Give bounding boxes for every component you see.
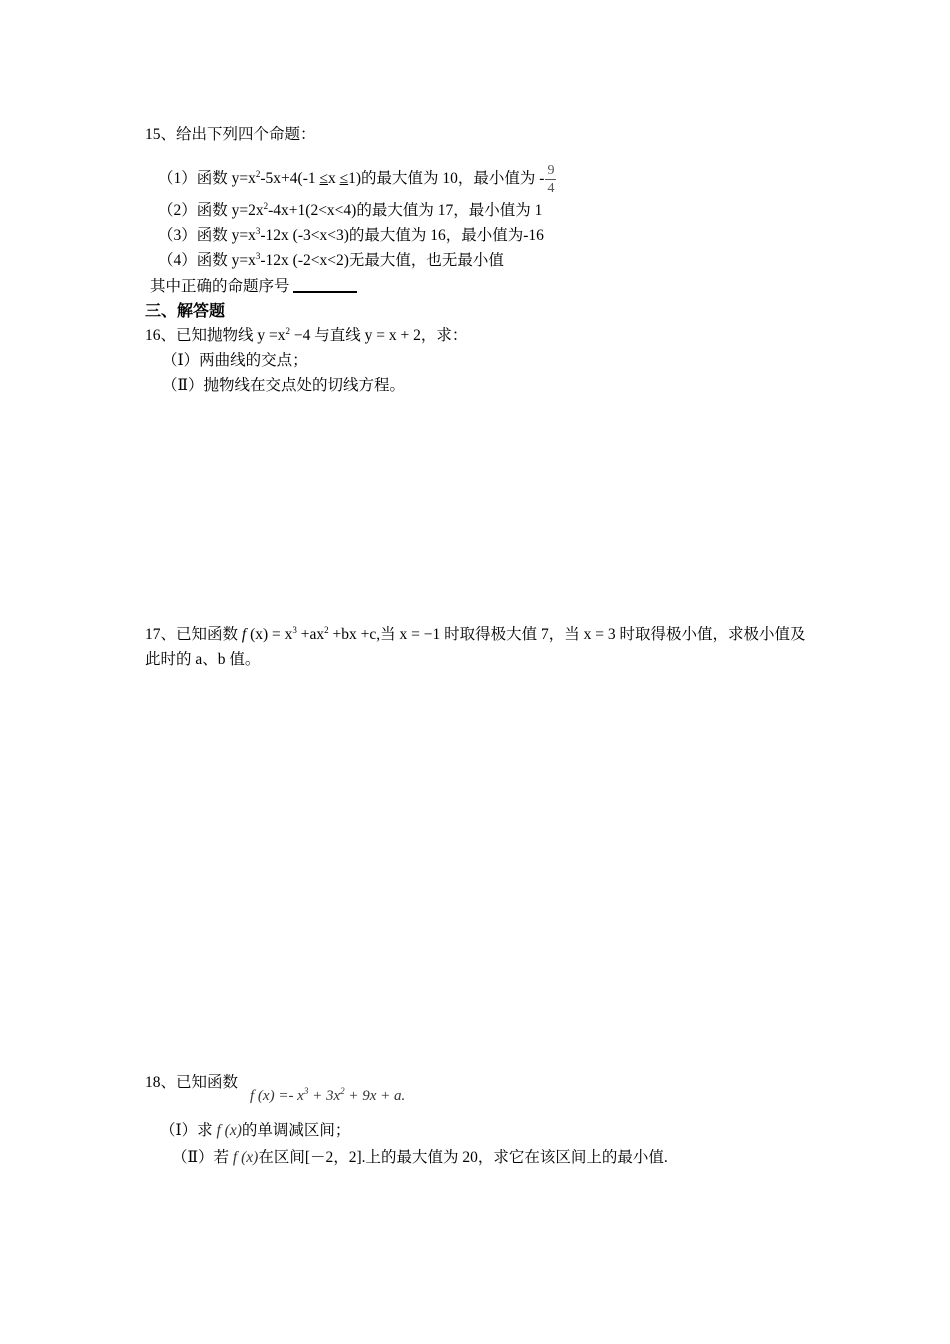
q17-stem-line-2: 此时的 a、b 值。 [145,651,261,668]
section-heading: 三、解答题 [145,301,226,320]
q16-part-2: （Ⅱ）抛物线在交点处的切线方程。 [162,377,406,394]
q18-part-2: （Ⅱ）若 f (x)在区间[－2，2].上的最大值为 20，求它在该区间上的最小值. [172,1149,668,1166]
q17-stem-line-1: 17、已知函数 f $(x) = x^3 +ax^2 +bx +c$,当 x = −1 时取得极大值 7，当 x = 3 时取得极小值，求极小值及 [145,625,806,643]
q15-item-4: （4）函数 $y=x^3-12x$ (-2<x<2)无最大值，也无最小值 [158,251,504,269]
q18-stem: 18、已知函数 [145,1074,239,1091]
answer-blank [293,277,357,293]
q18-part-1: （Ⅰ）求 f (x)的单调减区间； [160,1122,351,1139]
q16-stem: 16、已知抛物线 $y =x^2 -4$ 与直线 y = x + 2，求： [145,326,468,344]
q18-function-formula: f $(x) =- x^3 + 3x^2 + 9x + a$. [250,1086,406,1104]
q15-item-2: （2）函数 $y=2x^2-4x+1(2<x<4)$的最大值为 17，最小值为 1 [158,201,543,219]
q15-stem: 15、给出下列四个命题： [145,126,316,143]
q16-part-1: （Ⅰ）两曲线的交点； [162,352,308,369]
q15-item-1: （1）函数 $y=x^2-5x+4(-1 \le x \le 1)$的最大值为 10，最小值为 - $\frac{9}{4}$ [158,163,555,196]
q15-answer-line: 其中正确的命题序号 [150,277,357,297]
fraction-nine-fourths: $\frac{9}{4}$ [547,163,555,196]
q15-item-3: （3）函数 $y=x^3-12x$ (-3<x<3)的最大值为 16，最小值为-16 [158,226,544,244]
